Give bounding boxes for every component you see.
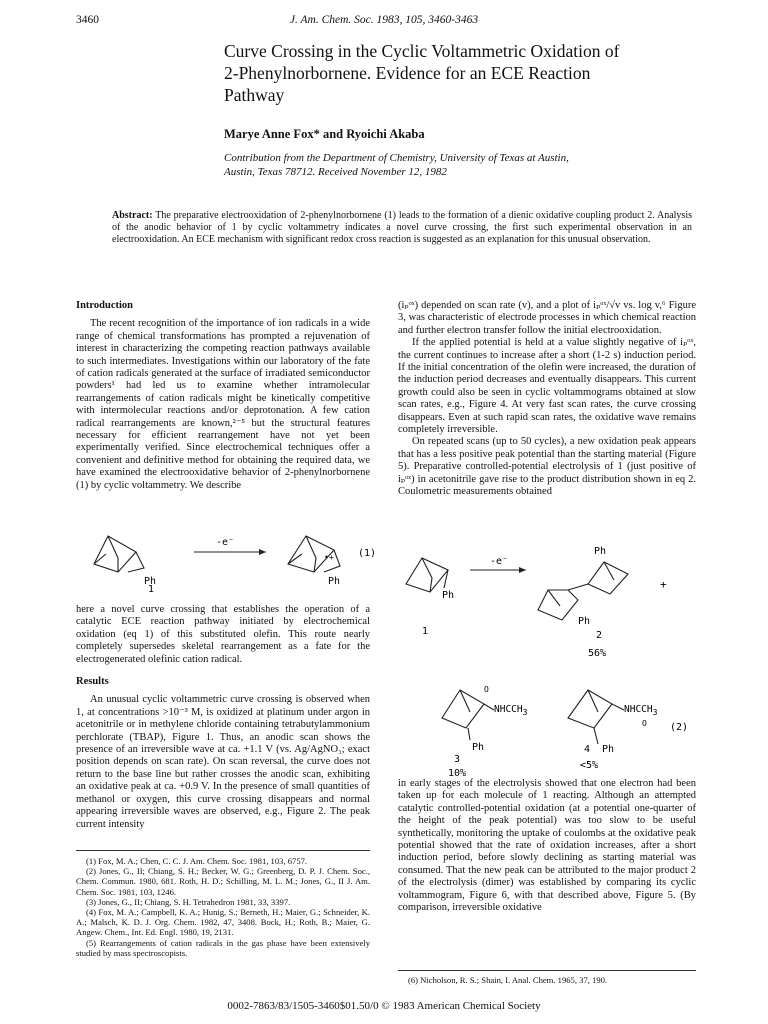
arrow-label-1: -e⁻ [216,537,235,548]
page-number: 3460 [76,14,99,26]
plus-sign: + [660,578,667,591]
right-paragraph-2: If the applied potential is held at a value slightly negative of iₚᵒˣ, the current continues to increase after a short (1-2 s) induction period. If the initial concentration of the olefin were increased, the duration of the induction period decreases and eventually disappears. This current growth could also be seen in cyclic voltammograms obtained at slow scan rates, e.g., Figure 4. At very fast scan rates, the curve crossing disappears. Even at such rapid scan rates, the oxidative wave remains completely irreversible. [398,337,696,436]
right-column-bottom [398,778,696,914]
amide-4-text: NHCCH [624,704,653,715]
compound-2-label: 2 [596,630,603,641]
amide-4-subscript: 3 [652,708,658,717]
amide-3-text: NHCCH [494,704,523,715]
equation-1-label: (1) [358,548,376,559]
footnotes-left [76,856,370,958]
introduction-paragraph-1: The recent recognition of the importance of ion radicals in a wide range of chemical transformations has prompted a rejuvenation of interest in characterizing the competing reaction pathways available to such intermediates. Investigations within our laboratory of the fate of cation radicals generated at the surface of irradiated semiconductor powders¹ had led us to examine whether intramolecular rearrangements of cation radicals might be kinetically competitive with intermolecular reactions and/or deprotonation. A few cation radical rearrangements are known,²⁻⁵ but the structural features necessary for efficient rearrangement have not yet been experimentally verified. Since electrochemical techniques offer a convenient and definitive method for obtaining the required data, we have examined the electrooxidative behavior of 2-phenylnorbornene (1) by cyclic voltammetry. We describe [76,318,370,491]
ph-4-label: Ph [602,744,615,755]
ph-label-left: Ph [144,576,157,587]
footnote-3: (3) Jones, G., II; Chiang, S. H. Tetrahedron 1981, 33, 3397. [86,896,291,907]
author-list: Marye Anne Fox* and Ryoichi Akaba [224,127,425,141]
footnote-rule-left [76,850,370,851]
right-paragraph-1: (iₚᵒˣ) depended on scan rate (v), and a plot of iₚᵒˣ/√v vs. log v,⁶ Figure 3, was characteristic of electrode processes in which chemical reaction and further electron transfer follow the initial electrooxidation. [398,300,696,336]
right-paragraph-4: in early stages of the electrolysis showed that one electron had been taken up for each molecule of 1 reacting. Although an attempted catalytic controlled-potential oxidation (at a potential one-quarter of the height of the peak potential) was too slow to be useful synthetically, monitoring the uptake of coulombs at the oxidative peak potential showed that the rate of oxidation increases, after a short induction period, before slowly declining as starting material was consumed. That the new peak can be attributed to the major product 2 of the electrolysis (dimer) was established by comparing its cyclic voltammogram, Figure 6, with that described above, Figure 5. (By comparison, irreversible oxidative [398,778,696,914]
paper-title [224,40,704,106]
ph-3-label: Ph [472,742,485,753]
amide-3-structure [442,690,494,740]
title-line-2: 2-Phenylnorbornene. Evidence for an ECE Reaction [224,63,591,83]
amide-4-structure [568,690,624,744]
compound-1-label-eq2: 1 [422,626,429,637]
ph-label-right: Ph [328,576,341,587]
affiliation-line-1: Contribution from the Department of Chemistry, University of Texas at Austin, [224,152,569,164]
compound-4-yield: <5% [580,760,599,771]
compound-2-yield: 56% [588,648,607,659]
equation-1-scheme [76,520,376,600]
abstract-text: The preparative electrooxidation of 2-phenylnorbornene (1) leads to the formation of a dienic oxidative coupling product 2. Analysis of the anodic behavior of 1 by cyclic voltammetry indicates a novel curve crossing, the first such experimental observation in an electrooxidation. An ECE mechanism with significant redox cross reaction is suggested as an explanation for this unusual observation. [112,210,692,246]
affiliation-line-2: Austin, Texas 78712. Received November 12, 1982 [224,165,447,178]
amide-3-subscript: 3 [522,708,528,717]
title-line-3: Pathway [224,85,285,105]
footnote-5: (5) Rearrangements of cation radicals in the gas phase have been extensively studied by mass spectroscopists. [76,937,370,958]
footnote-6: (6) Nicholson, R. S.; Shain, I. Anal. Chem. 1965, 37, 190. [408,975,608,985]
amide-3-oxygen: O [484,685,489,694]
left-column-top [76,300,370,492]
footnotes-right [398,975,696,985]
introduction-heading: Introduction [76,300,133,311]
amide-4-group [624,704,658,717]
footnote-2: (2) Jones, G., II; Chiang, S. H.; Becker, W. G.; Greenberg, D. P. J. Chem. Soc., Chem. Commun. 1980, 681. Roth, H. D.; Schilling, M. L. M.; Jones, G., II J. Am. Chem. Soc. 1981, 103, 1246. [76,866,370,897]
left-column-bottom [76,604,370,831]
journal-citation: J. Am. Chem. Soc. 1983, 105, 3460-3463 [289,14,479,26]
compound-3-yield: 10% [448,768,467,779]
arrowhead-2 [519,567,526,573]
footnote-4: (4) Fox, M. A.; Campbell, K. A.; Hunig, S.; Berneth, H.; Maier, G.; Schneider, K. A.; Malsch, K. D. J. Org. Chem. 1982, 47, 3408. Bock, H.; Roth, B.; Maier, G. Angew. Chem., Int. Ed. Engl. 1980, 19, 2131. [76,907,370,938]
arrowhead-1 [259,549,266,555]
abstract [112,210,692,247]
affiliation [224,152,694,179]
amide-3-group [494,704,528,717]
results-paragraph-1: An unusual cyclic voltammetric curve crossing is observed when 1, at concentrations >10⁻³ M, is oxidized at platinum under argon in acetonitrile or in methylene chloride containing tetrabutylammonium perchlorate (TBAP), Figure 1. Thus, an anodic scan shows the presence of an irreversible wave at ca. +1.1 V (vs. Ag/AgNO₃; exact position depends on scan rate). On scan reversal, the curve does not return to the base line but rather crosses the anodic scan, exhibiting an oxidative peak at ca. +0.9 V. In the presence of small quantities of methanol or oxygen, this curve crossing disappears and normal appearing irreversible waves are observed, e.g., Figure 2. The peak current intensity [76,694,370,830]
equation-2-label: (2) [670,722,689,733]
title-line-1: Curve Crossing in the Cyclic Voltammetric Oxidation of [224,41,620,61]
compound-4-label: 4 [584,744,591,755]
introduction-paragraph-2: here a novel curve crossing that establishes the operation of a catalytic ECE reaction pathway initiated by electrochemical oxidation (eq 1) of this substituted olefin. This route nearly completely supersedes skeletal rearrangement as a fate for the electrogenerated olefinic cation radical. [76,604,370,665]
norbornene-structure-left [94,536,144,572]
results-heading: Results [76,676,109,688]
footnote-1: (1) Fox, M. A.; Chen, C. C. J. Am. Chem. Soc. 1981, 103, 6757. [86,856,308,866]
right-column-top [398,300,696,499]
dimer-structure [538,562,628,620]
right-paragraph-3: On repeated scans (up to 50 cycles), a new oxidation peak appears that has a less positive peak potential than the starting material (Figure 5). Preparative controlled-potential electrolysis of 1 (just positive of iₚᵒˣ) in acetonitrile gave rise to the product distribution shown in eq 2. Coulometric measurements obtained [398,436,696,498]
footnote-rule-right [398,970,696,971]
equation-2-scheme [398,540,698,780]
ph-top-label: Ph [594,546,607,557]
radical-cation-mark: •+ [324,553,334,562]
ph-bottom-label: Ph [578,616,591,627]
compound-3-label: 3 [454,754,461,765]
arrow-label-2: -e⁻ [490,556,509,567]
reactant-norbornene [406,558,448,592]
abstract-label: Abstract: [112,210,153,221]
compound-1-label: 1 [148,584,155,595]
amide-4-oxygen: O [642,719,647,728]
copyright-footer: 0002-7863/83/1505-3460$01.50/0 © 1983 American Chemical Society [227,1000,541,1012]
ph-reactant-label: Ph [442,590,455,601]
